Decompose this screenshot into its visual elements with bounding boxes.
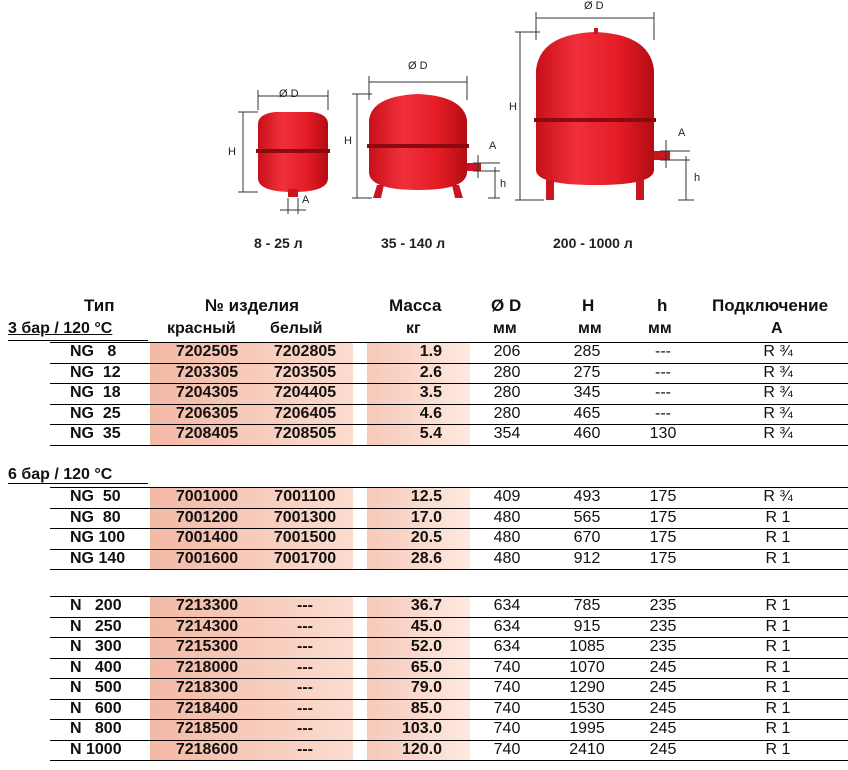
cell-H: 345	[573, 384, 601, 401]
cell-d: 280	[493, 384, 521, 401]
cell-white: 7203505	[273, 363, 337, 381]
header-h: h	[657, 296, 668, 315]
medium-conn-label: A	[489, 140, 497, 152]
cell-mass: 5.4	[419, 425, 442, 442]
cell-H: 275	[573, 363, 601, 381]
cell-type: NG 100	[70, 529, 126, 546]
cell-mass: 4.6	[419, 404, 442, 422]
cell-d: 409	[493, 488, 521, 505]
cell-H: 670	[573, 529, 601, 546]
cell-type: N 250	[70, 617, 122, 635]
section-underline	[8, 340, 148, 341]
cell-H: 285	[573, 343, 601, 360]
cell-h: 130	[649, 425, 677, 442]
cell-d: 354	[493, 425, 521, 442]
cell-conn: R 1	[765, 508, 791, 526]
cell-conn: R ¾	[763, 384, 793, 401]
cell-d: 740	[493, 699, 521, 717]
cell-mass: 1.9	[419, 343, 442, 360]
cell-red: 7208405	[175, 425, 239, 442]
cell-conn: R 1	[765, 597, 791, 614]
cell-type: N 800	[70, 720, 122, 737]
cell-conn: R ¾	[763, 363, 793, 381]
header-h-unit: мм	[648, 320, 672, 337]
cell-red: 7218500	[175, 720, 239, 737]
cell-h: ---	[655, 404, 671, 422]
medium-vessel	[352, 76, 500, 198]
cell-h: 175	[649, 508, 677, 526]
cell-conn: R ¾	[763, 404, 793, 422]
cell-H: 1085	[569, 638, 605, 655]
cell-H: 2410	[569, 740, 605, 758]
cell-white: 7202805	[273, 343, 337, 360]
cell-mass: 28.6	[410, 549, 442, 567]
cell-type: NG 25	[70, 404, 121, 422]
cell-d: 634	[493, 617, 521, 635]
cell-conn: R ¾	[763, 343, 793, 360]
cell-H: 493	[573, 488, 601, 505]
cell-H: 1995	[569, 720, 605, 737]
cell-h: ---	[655, 363, 671, 381]
range-large: 200 - 1000 л	[553, 235, 633, 251]
cell-red: 7214300	[175, 617, 239, 635]
cell-H: 785	[573, 597, 601, 614]
large-conn-label: A	[678, 127, 686, 139]
cell-d: 280	[493, 404, 521, 422]
cell-d: 634	[493, 638, 521, 655]
cell-white: 7204405	[273, 384, 337, 401]
cell-h: ---	[655, 343, 671, 360]
cell-red: 7001400	[175, 529, 239, 546]
cell-white: ---	[297, 638, 313, 655]
cell-conn: R 1	[765, 658, 791, 676]
vessel-diagrams	[0, 0, 848, 265]
cell-conn: R 1	[765, 529, 791, 546]
cell-d: 280	[493, 363, 521, 381]
cell-mass: 52.0	[410, 638, 442, 655]
cell-type: NG 50	[70, 488, 121, 505]
large-vessel	[515, 12, 694, 200]
cell-mass: 12.5	[410, 488, 442, 505]
cell-red: 7218000	[175, 658, 239, 676]
cell-d: 480	[493, 508, 521, 526]
cell-d: 480	[493, 529, 521, 546]
table-rule	[50, 569, 848, 570]
cell-type: NG 12	[70, 363, 121, 381]
cell-d: 634	[493, 597, 521, 614]
cell-mass: 103.0	[401, 720, 442, 737]
cell-red: 7204305	[175, 384, 239, 401]
header-red: красный	[167, 320, 236, 337]
cell-mass: 45.0	[410, 617, 442, 635]
cell-mass: 120.0	[401, 740, 442, 758]
cell-red: 7001200	[175, 508, 239, 526]
cell-conn: R 1	[765, 679, 791, 696]
cell-h: 245	[649, 740, 677, 758]
cell-red: 7218300	[175, 679, 239, 696]
cell-red: 7202505	[175, 343, 239, 360]
cell-H: 460	[573, 425, 601, 442]
cell-type: NG 140	[70, 549, 126, 567]
cell-H: 912	[573, 549, 601, 567]
cell-type: N 300	[70, 638, 122, 655]
cell-white: ---	[297, 679, 313, 696]
cell-conn: R 1	[765, 699, 791, 717]
header-mass: Масса	[389, 296, 442, 315]
header-height: H	[582, 296, 595, 315]
cell-mass: 20.5	[410, 529, 442, 546]
cell-type: N 500	[70, 679, 122, 696]
cell-h: 175	[649, 488, 677, 505]
header-type: Тип	[84, 296, 115, 315]
header-white: белый	[270, 320, 323, 337]
cell-h: 245	[649, 658, 677, 676]
cell-h: 235	[649, 617, 677, 635]
cell-h: 245	[649, 720, 677, 737]
range-small: 8 - 25 л	[254, 235, 303, 251]
cell-h: ---	[655, 384, 671, 401]
cell-d: 206	[493, 343, 521, 360]
cell-H: 1070	[569, 658, 605, 676]
cell-type: N 600	[70, 699, 122, 717]
medium-height-label: H	[344, 135, 352, 147]
table-rule	[50, 760, 848, 761]
cell-mass: 65.0	[410, 658, 442, 676]
cell-h: 175	[649, 549, 677, 567]
cell-mass: 36.7	[410, 597, 442, 614]
cell-H: 465	[573, 404, 601, 422]
cell-type: N 200	[70, 597, 122, 614]
cell-d: 740	[493, 740, 521, 758]
cell-white: ---	[297, 658, 313, 676]
cell-conn: R 1	[765, 740, 791, 758]
cell-mass: 79.0	[410, 679, 442, 696]
header-mass-unit: кг	[406, 320, 421, 337]
cell-h: 175	[649, 529, 677, 546]
cell-mass: 3.5	[419, 384, 442, 401]
cell-conn: R ¾	[763, 425, 793, 442]
header-diameter-unit: мм	[493, 320, 517, 337]
cell-red: 7213300	[175, 597, 239, 614]
cell-d: 480	[493, 549, 521, 567]
cell-white: 7208505	[273, 425, 337, 442]
cell-mass: 2.6	[419, 363, 442, 381]
cell-conn: R ¾	[763, 488, 793, 505]
cell-white: 7001100	[274, 488, 336, 505]
header-connection: Подключение	[712, 296, 829, 315]
cell-h: 245	[649, 699, 677, 717]
cell-white: 7001300	[273, 508, 337, 526]
section-6bar: 6 бар / 120 °С	[8, 466, 113, 483]
header-connection-unit: A	[771, 320, 783, 337]
cell-h: 235	[649, 597, 677, 614]
header-height-unit: мм	[578, 320, 602, 337]
cell-H: 1290	[569, 679, 605, 696]
cell-white: ---	[297, 740, 313, 758]
cell-white: 7001700	[273, 549, 337, 567]
cell-type: N 1000	[70, 740, 122, 758]
cell-white: ---	[297, 720, 313, 737]
product-table	[0, 290, 848, 770]
small-conn-label: A	[302, 194, 310, 206]
cell-H: 915	[573, 617, 601, 635]
cell-mass: 85.0	[410, 699, 442, 717]
medium-h-label: h	[500, 178, 507, 190]
header-article: № изделия	[205, 296, 299, 315]
cell-type: N 400	[70, 658, 122, 676]
small-diameter-label: Ø D	[279, 88, 299, 100]
large-h-label: h	[694, 172, 701, 184]
cell-h: 245	[649, 679, 677, 696]
cell-conn: R 1	[765, 549, 791, 567]
header-diameter: Ø D	[491, 296, 522, 315]
cell-red: 7206305	[175, 404, 239, 422]
cell-type: NG 18	[70, 384, 121, 401]
range-medium: 35 - 140 л	[381, 235, 446, 251]
cell-white: ---	[297, 699, 313, 717]
cell-d: 740	[493, 658, 521, 676]
cell-type: NG 8	[70, 343, 117, 360]
cell-mass: 17.0	[410, 508, 442, 526]
cell-red: 7001000	[175, 488, 239, 505]
cell-red: 7218400	[175, 699, 239, 717]
cell-white: ---	[297, 597, 313, 614]
cell-conn: R 1	[765, 638, 791, 655]
cell-conn: R 1	[765, 720, 791, 737]
cell-H: 1530	[569, 699, 605, 717]
cell-d: 740	[493, 720, 521, 737]
section-3bar: 3 бар / 120 °С	[8, 320, 113, 337]
cell-red: 7218600	[175, 740, 239, 758]
cell-white: ---	[297, 617, 313, 635]
cell-red: 7203305	[175, 363, 239, 381]
cell-white: 7206405	[273, 404, 337, 422]
vessels-drawing	[0, 0, 848, 265]
medium-diameter-label: Ø D	[408, 60, 428, 72]
cell-type: NG 80	[70, 508, 121, 526]
cell-h: 235	[649, 638, 677, 655]
cell-red: 7001600	[175, 549, 239, 567]
small-vessel	[238, 90, 330, 214]
cell-white: 7001500	[273, 529, 337, 546]
cell-type: NG 35	[70, 425, 121, 442]
cell-d: 740	[493, 679, 521, 696]
cell-red: 7215300	[175, 638, 239, 655]
cell-conn: R 1	[765, 617, 791, 635]
cell-H: 565	[573, 508, 601, 526]
large-height-label: H	[509, 101, 517, 113]
small-height-label: H	[228, 146, 236, 158]
large-diameter-label: Ø D	[584, 0, 604, 12]
table-rule	[50, 445, 848, 446]
